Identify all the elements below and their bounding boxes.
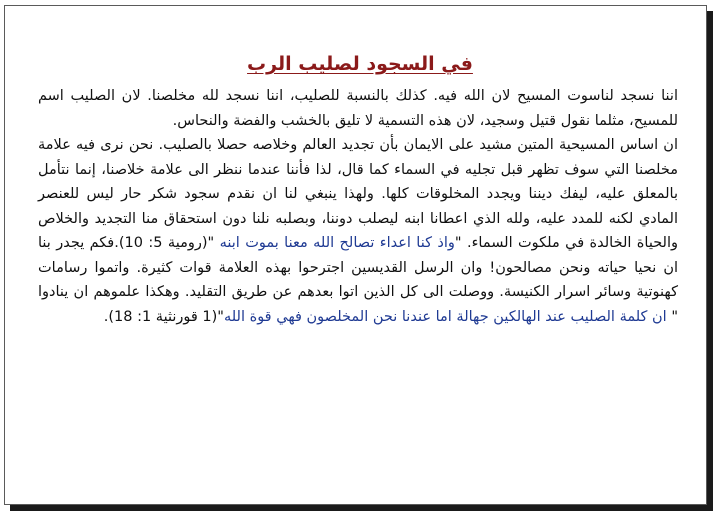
slide-shadow-right [707, 11, 713, 511]
body-text [38, 84, 678, 329]
page-title: في السجود لصليب الرب [247, 53, 473, 75]
verse-reference-1: "(رومية 5: 10) [118, 235, 215, 251]
paragraph-2-text-2: .فكم يجدر بنا ان نحيا حياته ونحن مصالحون! وان الرسل القديسين اجترحوا بهذه العلامة قوات كثيرة. واتموا رسامات كهنوتية وسائر اسرار الكنيسة. ووصلت الى كل الذين اتوا بعدهم عن طريق التقليد. وهكذا علموهم ان ينادوا " [38, 235, 678, 325]
verse-quote-1: واذ كنا اعداء تصالح الله معنا بموت ابنه [219, 235, 455, 251]
paragraph-2 [38, 133, 678, 329]
slide-shadow-bottom [10, 505, 713, 511]
paragraph-2-text-1: ان اساس المسيحية المتين مشيد على الايمان بأن تجديد العالم وخلاصه حصلا بالصليب. نحن نرى فيه علامة مخلصنا التي سوف تظهر قبل تجليه في السماء كما قال، لذا فأننا عندما ننظر الى علامة خلاصنا، إنما نتأمل بالمعلق عليه، ليفك ديننا ويجدد المخلوقات كلها. ولهذا ينبغي لنا ان نقدم سجود شكر حار ليس للعنصر المادي لكنه للمدد عليه، ولله الذي اعطانا ابنه ليصلب دوننا، وبصلبه نلنا دون استحقاق منا التجديد والخلاص والحياة الخالدة في ملكوت السماء. " [38, 137, 678, 251]
paragraph-1: اننا نسجد لناسوت المسيح لان الله فيه. كذلك بالنسبة للصليب، اننا نسجد لله مخلصنا. لان الصليب اسم للمسيح، مثلما نقول قتيل وسجيد، لان هذه التسمية لا تليق بالخشب والفضة والنحاس. [38, 88, 678, 129]
verse-quote-2: ان كلمة الصليب عند الهالكين جهالة اما عندنا نحن المخلصون فهي قوة الله [223, 308, 667, 325]
verse-reference-2: "(1 قورنثية 1: 18). [103, 308, 224, 325]
